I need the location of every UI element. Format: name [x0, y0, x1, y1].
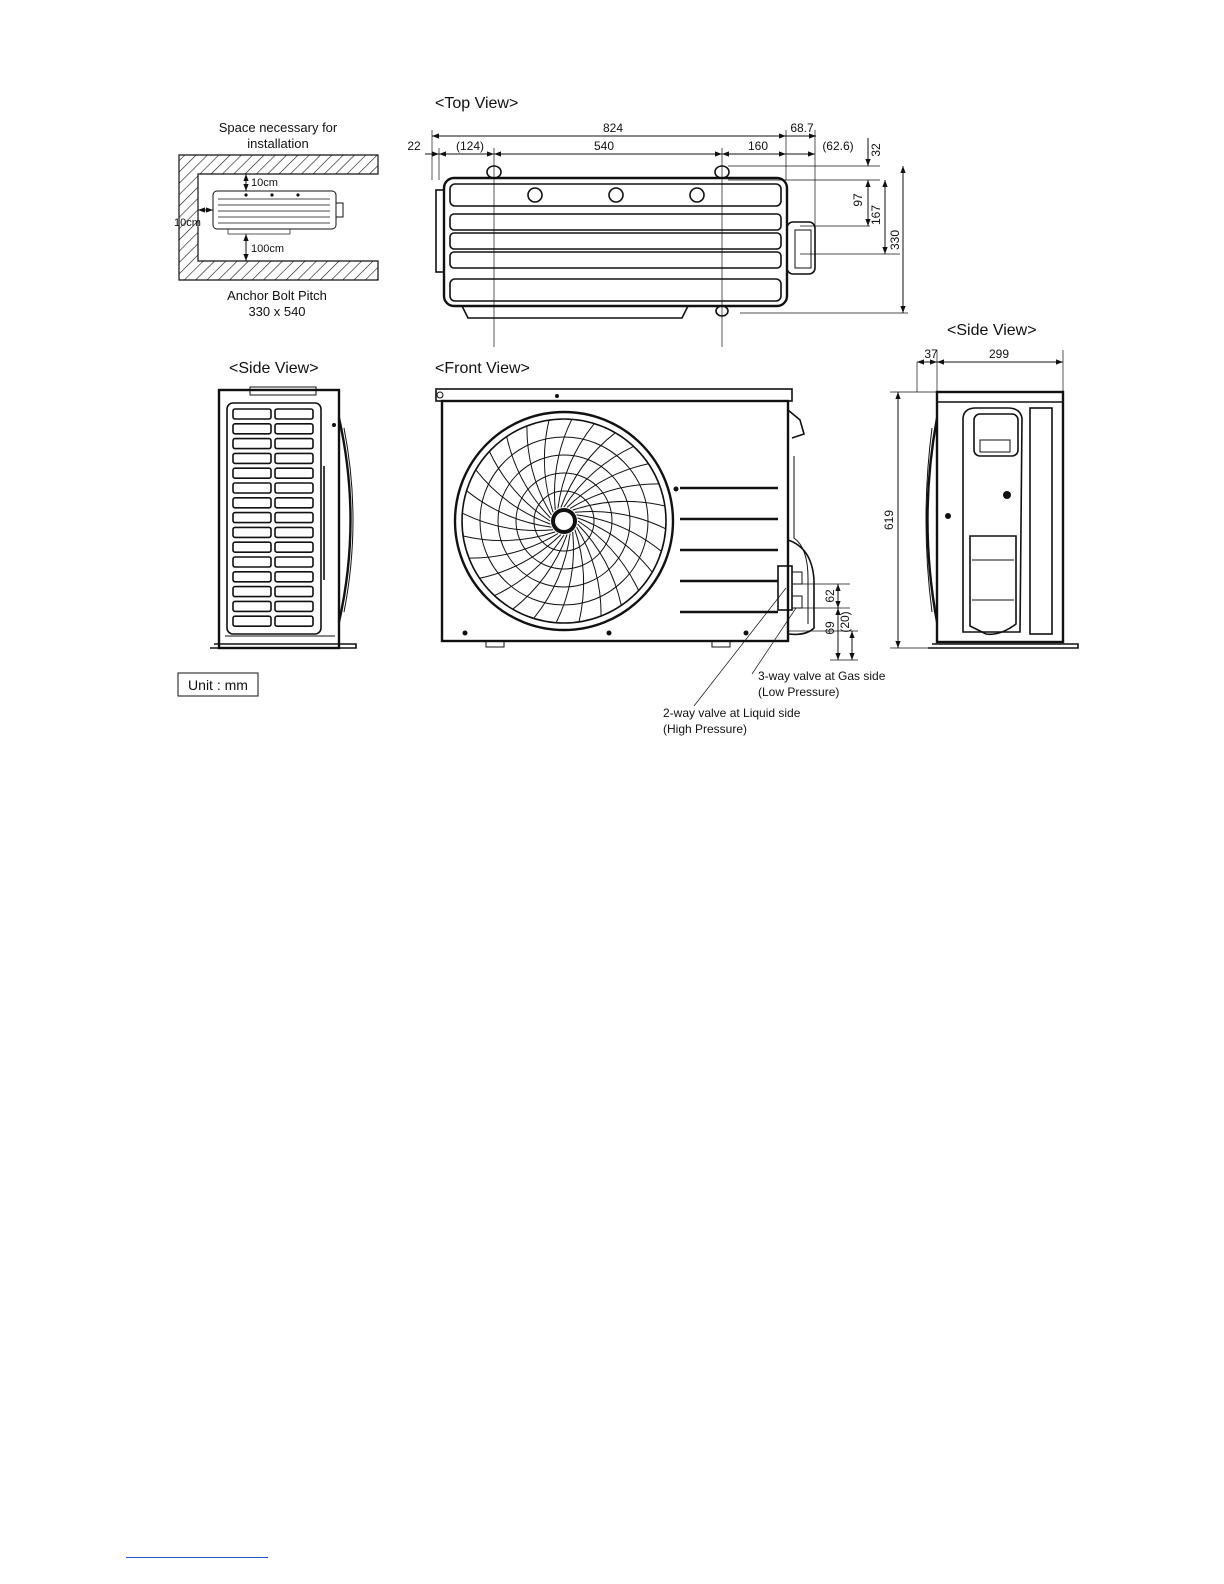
dim-69: 69 [823, 621, 837, 635]
louver-slot [233, 409, 271, 419]
left-side-view-title: <Side View> [229, 360, 319, 377]
dim-619: 619 [882, 509, 896, 531]
dim-32: 32 [869, 143, 883, 157]
grille-spoke [573, 501, 665, 510]
dim-62-6: (62.6) [822, 139, 854, 153]
louver-slot [233, 468, 271, 478]
louver-slot [233, 616, 271, 626]
left-side-view [210, 360, 356, 648]
louver-slot [275, 483, 313, 493]
valve-liquid-label-line2: (High Pressure) [663, 722, 748, 736]
louver-slot [275, 557, 313, 567]
louver-slot [233, 498, 271, 508]
right-side-view-title: <Side View> [947, 322, 1037, 339]
louver-slot [275, 572, 313, 582]
installation-diagram [174, 120, 378, 319]
dim-167: 167 [869, 204, 883, 226]
front-view-title: <Front View> [435, 360, 530, 377]
louver-slot [233, 513, 271, 523]
footer-rule [126, 1557, 268, 1558]
mini-unit-icon [213, 191, 343, 234]
grille-spoke [463, 532, 555, 541]
right-side-view [882, 322, 1078, 648]
wall-hatch [179, 155, 378, 280]
grille-spoke [561, 433, 615, 508]
top-gap-label: 10cm [251, 177, 278, 189]
anchor-bolt-label-line1: Anchor Bolt Pitch [227, 288, 327, 303]
valve-gas-label-line2: (Low Pressure) [758, 685, 840, 699]
louver-slot [275, 601, 313, 611]
grille-spoke [578, 518, 653, 572]
grille-spoke [544, 420, 553, 512]
louver-slot [233, 587, 271, 597]
louver-slot [233, 601, 271, 611]
dim-124: (124) [455, 139, 485, 153]
louver-slot [275, 498, 313, 508]
dim-20: (20) [838, 611, 852, 633]
louver-slot [233, 483, 271, 493]
louver-slot [275, 527, 313, 537]
grille-spoke [570, 484, 659, 509]
louver-slot [233, 572, 271, 582]
dim-22: 22 [407, 139, 421, 153]
louver-slot [233, 439, 271, 449]
screw-icon [690, 188, 704, 202]
fan-grille [455, 412, 673, 630]
grille-spoke [467, 491, 552, 527]
louver-slot [233, 542, 271, 552]
screw-icon [528, 188, 542, 202]
valve-gas-label-line1: 3-way valve at Gas side [758, 669, 886, 683]
dim-540: 540 [593, 139, 615, 153]
dim-37: 37 [924, 347, 938, 361]
anchor-bolt-label-line2: 330 x 540 [248, 304, 306, 319]
grille-spoke [558, 424, 594, 509]
dim-97: 97 [851, 193, 865, 207]
front-gap-label: 100cm [251, 243, 285, 255]
installation-title-line1: Space necessary for [218, 120, 338, 135]
left-gap-label: 10cm [174, 217, 201, 229]
front-view [435, 360, 886, 736]
louver-slot [233, 424, 271, 434]
louver-slot [275, 542, 313, 552]
dim-299: 299 [988, 347, 1010, 361]
dim-330: 330 [888, 229, 902, 251]
louver-slot [233, 557, 271, 567]
dim-62: 62 [823, 589, 837, 603]
grille-spoke [534, 534, 570, 619]
side-louvers [233, 409, 313, 626]
grille-spoke [577, 515, 662, 551]
louver-slot [233, 527, 271, 537]
louver-slot [275, 616, 313, 626]
louver-slot [275, 409, 313, 419]
screw-icon [609, 188, 623, 202]
louver-slot [275, 587, 313, 597]
unit-label-box [178, 673, 258, 696]
unit-label: Unit : mm [188, 677, 248, 693]
louver-slot [275, 468, 313, 478]
top-view-body [436, 166, 815, 318]
louver-slot [275, 424, 313, 434]
dim-68-7: 68.7 [790, 121, 814, 135]
louver-slot [275, 513, 313, 523]
dim-824: 824 [602, 121, 624, 135]
grille-spoke [527, 426, 552, 515]
dim-160: 160 [747, 139, 769, 153]
louver-slot [275, 453, 313, 463]
grille-spoke [469, 534, 558, 559]
grille-spoke [476, 470, 551, 524]
louver-slot [233, 453, 271, 463]
top-view [407, 95, 908, 347]
grille-spoke [577, 527, 602, 616]
top-view-title: <Top View> [435, 95, 519, 112]
grille-spoke [575, 530, 584, 622]
louver-slot [275, 439, 313, 449]
grille-spoke [513, 535, 567, 610]
installation-title-line2: installation [247, 136, 309, 151]
valve-liquid-label-line1: 2-way valve at Liquid side [663, 706, 801, 720]
